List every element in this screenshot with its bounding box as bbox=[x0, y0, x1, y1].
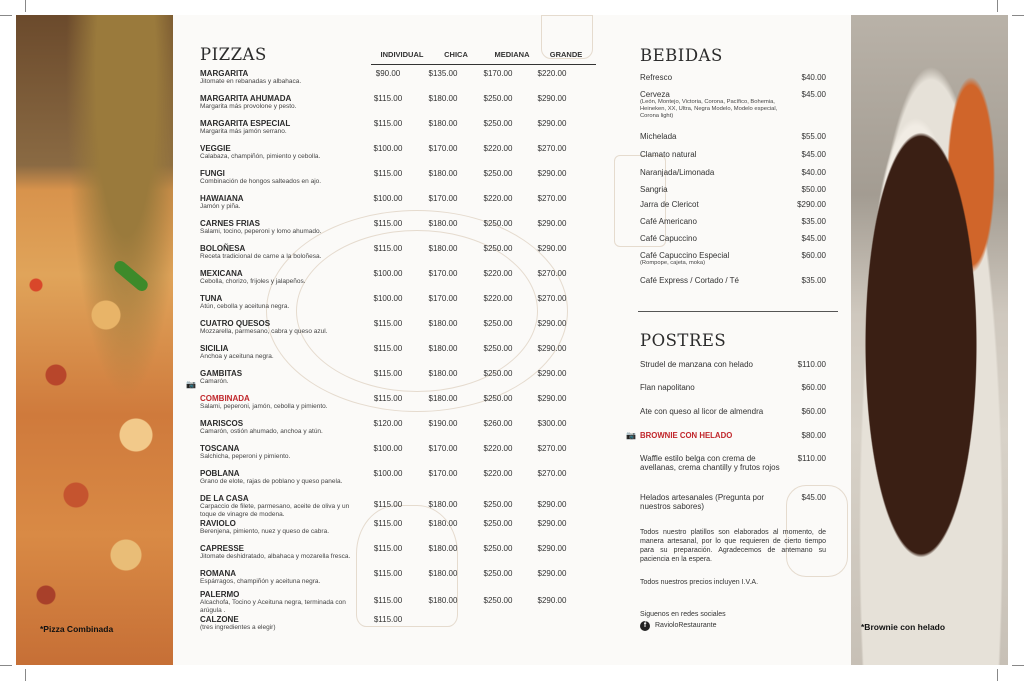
pizza-row bbox=[200, 469, 600, 494]
pizza-price-individual: $100.00 bbox=[373, 269, 403, 278]
pizza-price-chica: $180.00 bbox=[428, 369, 458, 378]
pizza-price-mediana: $250.00 bbox=[483, 219, 513, 228]
pizza-price-grande: $290.00 bbox=[537, 344, 567, 353]
pizza-price-individual: $115.00 bbox=[373, 615, 403, 624]
pizza-description: Carpaccio de filete, parmesano, aceite de oliva y un toque de vinagre de modena. bbox=[200, 503, 350, 518]
pizza-row bbox=[200, 169, 600, 194]
pizza-price-grande: $290.00 bbox=[537, 94, 567, 103]
postre-price: $80.00 bbox=[801, 431, 826, 440]
pizza-price-mediana: $250.00 bbox=[483, 244, 513, 253]
pizza-price-chica: $180.00 bbox=[428, 219, 458, 228]
pizza-price-individual: $115.00 bbox=[373, 569, 403, 578]
bebida-name: Jarra de Clericot bbox=[640, 200, 699, 209]
pizza-row bbox=[200, 519, 600, 544]
pizza-name: MARGARITA bbox=[200, 69, 249, 78]
header-rule bbox=[371, 64, 596, 65]
pizza-price-chica: $180.00 bbox=[428, 596, 458, 605]
pizza-price-chica: $190.00 bbox=[428, 419, 458, 428]
pizza-price-individual: $115.00 bbox=[373, 169, 403, 178]
pizza-row bbox=[200, 69, 600, 94]
pizza-name: GAMBITAS bbox=[200, 369, 243, 378]
pizza-price-chica: $135.00 bbox=[428, 69, 458, 78]
crop-mark bbox=[997, 669, 998, 681]
bebida-name: Michelada bbox=[640, 132, 677, 141]
pizza-price-individual: $115.00 bbox=[373, 244, 403, 253]
pizza-description: Jamón y piña. bbox=[200, 203, 241, 210]
pizza-price-mediana: $250.00 bbox=[483, 544, 513, 553]
pizza-name: POBLANA bbox=[200, 469, 240, 478]
pizza-price-individual: $115.00 bbox=[373, 500, 403, 509]
pizza-price-grande: $270.00 bbox=[537, 444, 567, 453]
pizza-description: Jitomate deshidratado, albahaca y mozarella fresca. bbox=[200, 553, 351, 560]
pizza-row bbox=[200, 94, 600, 119]
pizza-description: Margarita más jamón serrano. bbox=[200, 128, 287, 135]
pizza-price-grande: $270.00 bbox=[537, 194, 567, 203]
pizza-row bbox=[200, 269, 600, 294]
pizza-row bbox=[200, 615, 600, 640]
pizza-price-mediana: $250.00 bbox=[483, 169, 513, 178]
pizza-name: MEXICANA bbox=[200, 269, 243, 278]
postre-name: BROWNIE CON HELADO bbox=[640, 431, 733, 440]
pizza-price-mediana: $220.00 bbox=[483, 469, 513, 478]
pizza-description: Grano de elote, rajas de poblano y queso panela. bbox=[200, 478, 343, 485]
bebida-price: $55.00 bbox=[801, 132, 826, 141]
pizza-price-individual: $100.00 bbox=[373, 444, 403, 453]
crop-mark bbox=[1012, 15, 1024, 16]
postre-price: $60.00 bbox=[801, 383, 826, 392]
pizza-name: CALZONE bbox=[200, 615, 239, 624]
pizza-row bbox=[200, 294, 600, 319]
crop-mark bbox=[1012, 665, 1024, 666]
pizza-price-mediana: $250.00 bbox=[483, 596, 513, 605]
pizza-row bbox=[200, 119, 600, 144]
photo-caption-pizza: *Pizza Combinada bbox=[40, 624, 114, 634]
pizza-price-individual: $120.00 bbox=[373, 419, 403, 428]
pizza-description: Camarón, ostión ahumado, anchoa y atún. bbox=[200, 428, 323, 435]
col-head-individual: INDIVIDUAL bbox=[380, 50, 424, 59]
pizza-price-grande: $290.00 bbox=[537, 500, 567, 509]
pizza-price-mediana: $250.00 bbox=[483, 369, 513, 378]
bebida-name: Naranjada/Limonada bbox=[640, 168, 715, 177]
pizza-price-chica: $170.00 bbox=[428, 294, 458, 303]
pizza-price-mediana: $250.00 bbox=[483, 119, 513, 128]
pizza-description: Receta tradicional de carne a la boloñesa. bbox=[200, 253, 322, 260]
bebida-description: (Rompope, cajeta, moka) bbox=[640, 260, 706, 266]
pizza-price-individual: $115.00 bbox=[373, 596, 403, 605]
bebida-name: Cerveza bbox=[640, 90, 670, 99]
pizza-name: PALERMO bbox=[200, 590, 240, 599]
pizza-name: CARNES FRIAS bbox=[200, 219, 261, 228]
pizza-price-chica: $180.00 bbox=[428, 500, 458, 509]
pizza-description: (tres ingredientes a elegir) bbox=[200, 624, 276, 631]
pizza-name: ROMANA bbox=[200, 569, 236, 578]
bebida-name: Café Americano bbox=[640, 217, 697, 226]
pizza-row bbox=[200, 544, 600, 569]
pizza-description: Salami, tocino, peperoni y lomo ahumado. bbox=[200, 228, 322, 235]
bebida-price: $40.00 bbox=[801, 168, 826, 177]
pizza-price-chica: $170.00 bbox=[428, 469, 458, 478]
pizza-price-individual: $115.00 bbox=[373, 219, 403, 228]
pizza-price-chica: $180.00 bbox=[428, 94, 458, 103]
pizza-price-grande: $290.00 bbox=[537, 544, 567, 553]
crop-mark bbox=[0, 15, 12, 16]
pizza-price-mediana: $220.00 bbox=[483, 444, 513, 453]
pizza-price-grande: $300.00 bbox=[537, 419, 567, 428]
pizza-name: TUNA bbox=[200, 294, 223, 303]
pizza-description: Combinación de hongos salteados en ajo. bbox=[200, 178, 322, 185]
pizza-price-chica: $180.00 bbox=[428, 169, 458, 178]
pizza-row bbox=[200, 419, 600, 444]
pizza-description: Camarón. bbox=[200, 378, 229, 385]
bebida-name: Café Express / Cortado / Té bbox=[640, 276, 740, 285]
pizza-price-chica: $180.00 bbox=[428, 394, 458, 403]
pizza-name: FUNGI bbox=[200, 169, 225, 178]
pizza-price-mediana: $250.00 bbox=[483, 394, 513, 403]
pizza-row bbox=[200, 369, 600, 394]
postre-name: Helados artesanales (Pregunta por nuestros sabores) bbox=[640, 493, 765, 511]
pizza-description: Salami, peperoni, jamón, cebolla y pimiento. bbox=[200, 403, 328, 410]
postre-name: Waffle estilo belga con crema de avellanas, crema chantilly y frutos rojos bbox=[640, 454, 780, 472]
pizza-row bbox=[200, 590, 600, 615]
pizza-name: CAPRESSE bbox=[200, 544, 245, 553]
crop-mark bbox=[25, 0, 26, 12]
pizza-price-grande: $290.00 bbox=[537, 519, 567, 528]
bebida-price: $50.00 bbox=[801, 185, 826, 194]
pizza-name: SICILIA bbox=[200, 344, 229, 353]
pizza-row bbox=[200, 319, 600, 344]
bebida-name: Café Capuccino bbox=[640, 234, 697, 243]
pizza-name: MARGARITA ESPECIAL bbox=[200, 119, 291, 128]
pizza-description: Cebolla, chorizo, frijoles y jalapeños. bbox=[200, 278, 306, 285]
bebida-name: Sangria bbox=[640, 185, 668, 194]
pizza-price-chica: $170.00 bbox=[428, 144, 458, 153]
crop-mark bbox=[25, 669, 26, 681]
pizza-name: MARISCOS bbox=[200, 419, 244, 428]
facebook-icon[interactable]: f bbox=[640, 621, 650, 631]
pizza-description: Anchoa y aceituna negra. bbox=[200, 353, 274, 360]
crop-mark bbox=[997, 0, 998, 12]
pizza-price-grande: $290.00 bbox=[537, 119, 567, 128]
pizza-price-grande: $270.00 bbox=[537, 269, 567, 278]
pizza-row bbox=[200, 244, 600, 269]
pizza-price-individual: $100.00 bbox=[373, 194, 403, 203]
pizza-price-grande: $290.00 bbox=[537, 169, 567, 178]
col-head-chica: CHICA bbox=[444, 50, 468, 59]
pizza-name: DE LA CASA bbox=[200, 494, 249, 503]
bebida-price: $60.00 bbox=[801, 251, 826, 260]
bebida-price: $45.00 bbox=[801, 150, 826, 159]
pizza-price-mediana: $260.00 bbox=[483, 419, 513, 428]
pizza-row bbox=[200, 219, 600, 244]
bebida-name: Refresco bbox=[640, 73, 673, 82]
pizza-price-grande: $290.00 bbox=[537, 369, 567, 378]
pizza-name: HAWAIANA bbox=[200, 194, 244, 203]
pizza-description: Jitomate en rebanadas y albahaca. bbox=[200, 78, 302, 85]
postre-price: $45.00 bbox=[801, 493, 826, 502]
bebida-price: $290.00 bbox=[797, 200, 826, 209]
pizza-price-grande: $270.00 bbox=[537, 294, 567, 303]
pizza-price-mediana: $170.00 bbox=[483, 69, 513, 78]
pizza-row bbox=[200, 194, 600, 219]
col-head-mediana: MEDIANA bbox=[494, 50, 530, 59]
pizzas-title: PIZZAS bbox=[200, 45, 267, 64]
pizza-description: Mozzarella, parmesano, cabra y queso azul. bbox=[200, 328, 328, 335]
pizza-price-mediana: $220.00 bbox=[483, 144, 513, 153]
pizza-price-grande: $290.00 bbox=[537, 394, 567, 403]
pizza-price-chica: $170.00 bbox=[428, 444, 458, 453]
pizza-price-grande: $270.00 bbox=[537, 144, 567, 153]
pizza-name: VEGGIE bbox=[200, 144, 231, 153]
pizza-row bbox=[200, 394, 600, 419]
pizza-price-mediana: $250.00 bbox=[483, 500, 513, 509]
postre-price: $110.00 bbox=[797, 454, 826, 463]
pizza-price-individual: $115.00 bbox=[373, 369, 403, 378]
pizza-price-mediana: $220.00 bbox=[483, 194, 513, 203]
pizza-description: Berenjena, pimiento, nuez y queso de cabra. bbox=[200, 528, 330, 535]
bebida-price: $40.00 bbox=[801, 73, 826, 82]
pizza-description: Alcachofa, Tocino y Aceituna negra, terminada con arúgula . bbox=[200, 599, 346, 614]
bebida-name: Café Capuccino Especial bbox=[640, 251, 730, 260]
pizza-description: Calabaza, champiñón, pimiento y cebolla. bbox=[200, 153, 321, 160]
brownie-photo bbox=[851, 15, 1008, 665]
pizza-price-grande: $270.00 bbox=[537, 469, 567, 478]
postre-name: Flan napolitano bbox=[640, 383, 695, 392]
pizza-name: BOLOÑESA bbox=[200, 244, 246, 253]
pizza-price-mediana: $250.00 bbox=[483, 519, 513, 528]
bebida-price: $45.00 bbox=[801, 234, 826, 243]
pizza-price-chica: $180.00 bbox=[428, 569, 458, 578]
pizza-price-individual: $115.00 bbox=[373, 344, 403, 353]
pizza-price-mediana: $250.00 bbox=[483, 319, 513, 328]
pepper-decoration bbox=[112, 259, 150, 294]
postre-price: $110.00 bbox=[797, 360, 826, 369]
pizza-price-mediana: $250.00 bbox=[483, 94, 513, 103]
pizza-price-chica: $180.00 bbox=[428, 344, 458, 353]
col-head-grande: GRANDE bbox=[549, 50, 583, 59]
pizza-price-grande: $290.00 bbox=[537, 569, 567, 578]
postre-name: Strudel de manzana con helado bbox=[640, 360, 753, 369]
bebida-price: $45.00 bbox=[801, 90, 826, 99]
postre-price: $60.00 bbox=[801, 407, 826, 416]
pizza-price-chica: $180.00 bbox=[428, 544, 458, 553]
pizza-price-individual: $100.00 bbox=[373, 144, 403, 153]
pizza-description: Margarita más provolone y pesto. bbox=[200, 103, 297, 110]
pizza-price-individual: $115.00 bbox=[373, 394, 403, 403]
pizza-price-individual: $115.00 bbox=[373, 519, 403, 528]
bebida-description: (León, Montejo, Victoria, Corona, Pacífico, Bohemia, Heineken, XX, Ultra, Negra Modelo, Modelo especial, Corona light) bbox=[640, 99, 778, 119]
pizza-price-grande: $290.00 bbox=[537, 596, 567, 605]
pizza-price-individual: $115.00 bbox=[373, 544, 403, 553]
bebida-price: $35.00 bbox=[801, 217, 826, 226]
pizza-description: Atún, cebolla y aceituna negra. bbox=[200, 303, 290, 310]
postre-name: Ate con queso al licor de almendra bbox=[640, 407, 764, 416]
pizza-row bbox=[200, 344, 600, 369]
crop-mark bbox=[0, 665, 12, 666]
pizza-price-chica: $180.00 bbox=[428, 319, 458, 328]
bebidas-title: BEBIDAS bbox=[640, 46, 723, 65]
pizza-price-individual: $115.00 bbox=[373, 94, 403, 103]
pizza-name: MARGARITA AHUMADA bbox=[200, 94, 292, 103]
pizza-price-grande: $220.00 bbox=[537, 69, 567, 78]
pizza-description: Salchicha, peperoni y pimiento. bbox=[200, 453, 291, 460]
social-note: Siguenos en redes sociales bbox=[640, 611, 726, 618]
pizza-price-chica: $180.00 bbox=[428, 119, 458, 128]
iva-note: Todos nuestros precios incluyen I.V.A. bbox=[640, 579, 759, 586]
section-divider bbox=[638, 311, 838, 312]
pizza-price-grande: $290.00 bbox=[537, 244, 567, 253]
pizza-price-individual: $90.00 bbox=[375, 69, 401, 78]
pizza-price-mediana: $250.00 bbox=[483, 344, 513, 353]
pizza-price-mediana: $220.00 bbox=[483, 294, 513, 303]
pizza-row bbox=[200, 494, 600, 519]
pizza-name: TOSCANA bbox=[200, 444, 240, 453]
pizza-price-chica: $180.00 bbox=[428, 244, 458, 253]
facebook-handle[interactable]: RavioloRestaurante bbox=[655, 622, 717, 629]
pizza-price-mediana: $250.00 bbox=[483, 569, 513, 578]
pizza-price-chica: $170.00 bbox=[428, 269, 458, 278]
preparation-note: Todos nuestro platillos son elaborados al momento, de manera artesanal, por lo que requieren de cierto tiempo para su preparación. Agradecemos de antemano su paciencia en la espera. bbox=[640, 529, 826, 563]
pizza-name: COMBINADA bbox=[200, 394, 250, 403]
photo-caption-brownie: *Brownie con helado bbox=[861, 622, 946, 632]
camera-icon: 📷 bbox=[626, 431, 636, 440]
postres-title: POSTRES bbox=[640, 331, 727, 350]
pizza-row bbox=[200, 144, 600, 169]
pizza-price-grande: $290.00 bbox=[537, 319, 567, 328]
pizza-price-grande: $290.00 bbox=[537, 219, 567, 228]
pizza-photo bbox=[16, 15, 173, 665]
pizza-price-individual: $100.00 bbox=[373, 469, 403, 478]
pizza-name: RAVIOLO bbox=[200, 519, 236, 528]
pizza-price-chica: $170.00 bbox=[428, 194, 458, 203]
bebida-price: $35.00 bbox=[801, 276, 826, 285]
menu-page bbox=[16, 15, 1008, 665]
camera-icon: 📷 bbox=[186, 380, 196, 389]
pizza-price-mediana: $220.00 bbox=[483, 269, 513, 278]
pizza-price-individual: $115.00 bbox=[373, 319, 403, 328]
pizza-name: CUATRO QUESOS bbox=[200, 319, 271, 328]
pizza-price-individual: $100.00 bbox=[373, 294, 403, 303]
pizza-description: Espárragos, champiñón y aceituna negra. bbox=[200, 578, 321, 585]
pizza-row bbox=[200, 444, 600, 469]
pizza-price-chica: $180.00 bbox=[428, 519, 458, 528]
pizza-price-individual: $115.00 bbox=[373, 119, 403, 128]
bebida-name: Clamato natural bbox=[640, 150, 697, 159]
